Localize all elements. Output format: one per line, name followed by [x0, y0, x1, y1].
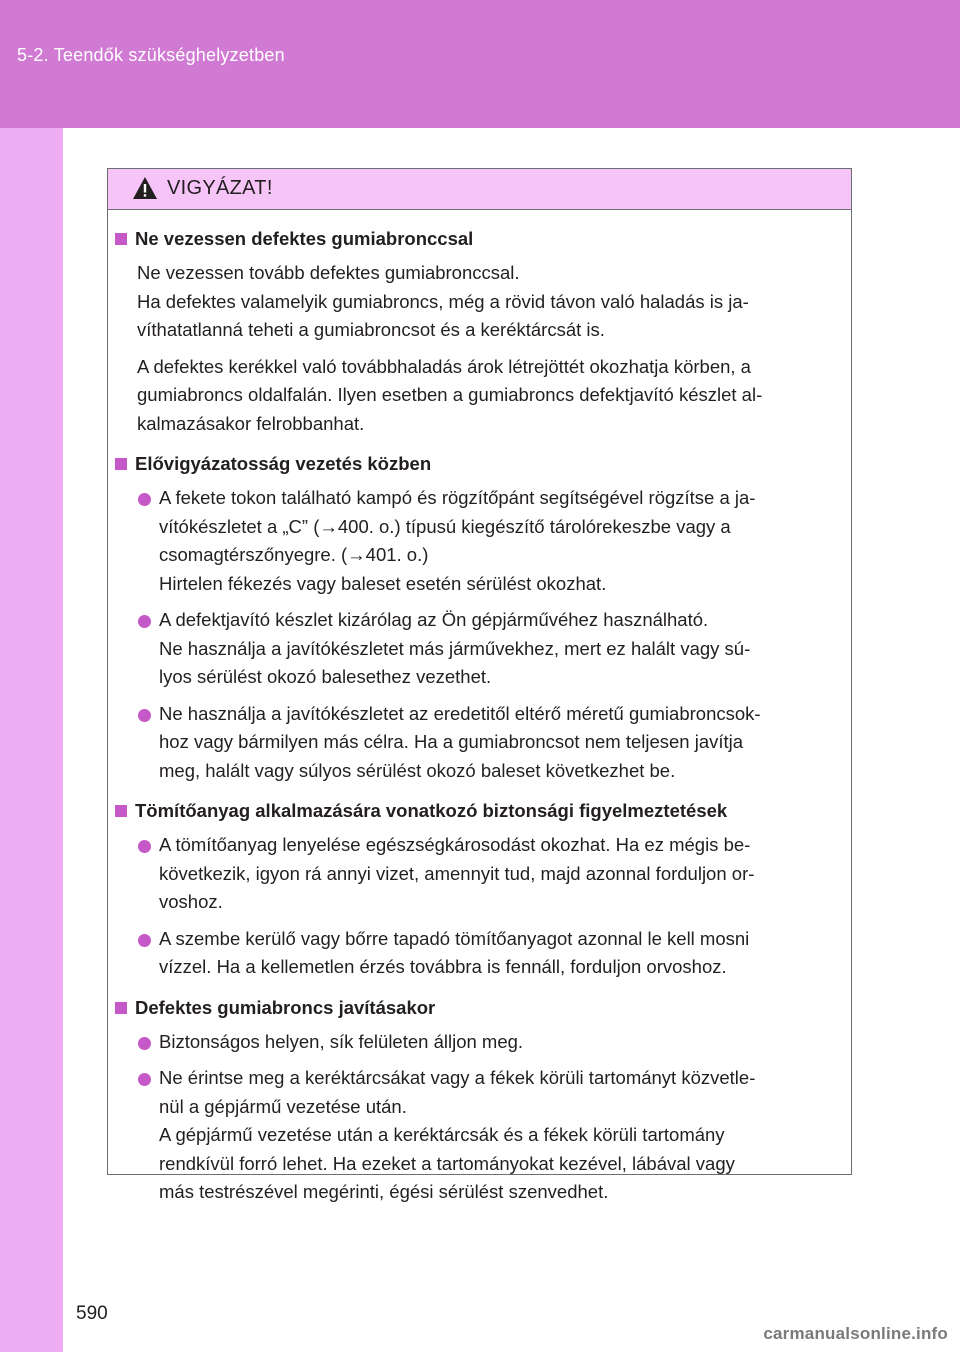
square-bullet-icon	[115, 233, 127, 245]
bullet-item: A defektjavító készlet kizárólag az Ön gépjárművéhez használható. Ne használja a javítókészletet más járművekhez, mert ez halált vagy sú- lyos sérülést okozó balesethez vezethet.	[113, 606, 841, 692]
square-bullet-icon	[115, 805, 127, 817]
round-bullet-icon	[138, 1073, 151, 1086]
header-band	[0, 0, 960, 128]
side-strip	[0, 128, 63, 1352]
warning-header	[108, 169, 851, 210]
section-header: 5-2. Teendők szükséghelyzetben	[17, 45, 285, 65]
round-bullet-icon	[138, 709, 151, 722]
bullet-item: Ne használja a javítókészletet az eredetitől eltérő méretű gumiabroncsok- hoz vagy bármilyen más célra. Ha a gumiabroncsot nem teljesen javítja meg, halált vagy súlyos sérülést okozó baleset következhet be.	[113, 700, 841, 786]
section-defective-tire	[113, 225, 841, 438]
bullet-item: Biztonságos helyen, sík felületen álljon meg.	[113, 1028, 841, 1057]
round-bullet-icon	[138, 615, 151, 628]
round-bullet-icon	[138, 493, 151, 506]
bullet-item: A tömítőanyag lenyelése egészségkárosodást okozhat. Ha ez mégis be- következik, igyon rá annyi vizet, amennyit tud, majd azonnal forduljon or- voshoz.	[113, 831, 841, 917]
bullet-item: Ne érintse meg a keréktárcsákat vagy a fékek körüli tartományt közvetle- nül a gépjármű vezetése után. A gépjármű vezetése után a keréktárcsák és a fékek körüli tartomány rendkívül forró lehet. Ha ezeket a tartományokat kezével, lábával vagy más testrészével megérinti, égési sérülést szenvedhet.	[113, 1064, 841, 1207]
warning-title: VIGYÁZAT!	[167, 177, 273, 199]
bullet-item: A szembe kerülő vagy bőrre tapadó tömítőanyagot azonnal le kell mosni vízzel. Ha a kellemetlen érzés továbbra is fennáll, forduljon orvoshoz.	[113, 925, 841, 982]
section-title: Ne vezessen defektes gumiabronccsal	[113, 225, 841, 253]
paragraph: A defektes kerékkel való továbbhaladás árok létrejöttét okozhatja körben, a gumiabroncs oldalfalán. Ilyen esetben a gumiabroncs defektjavító készlet al- kalmazásakor felrobbanhat.	[137, 355, 763, 434]
round-bullet-icon	[138, 1037, 151, 1050]
section-driving-precautions	[113, 450, 841, 785]
warning-body	[108, 210, 851, 1207]
section-title: Defektes gumiabroncs javításakor	[113, 994, 841, 1022]
square-bullet-icon	[115, 458, 127, 470]
square-bullet-icon	[115, 1002, 127, 1014]
warning-triangle-icon	[132, 176, 158, 200]
round-bullet-icon	[138, 840, 151, 853]
page-number: 590	[76, 1303, 108, 1324]
paragraph: Ne vezessen tovább defektes gumiabronccsal. Ha defektes valamelyik gumiabroncs, még a rövid távon való haladás is ja- víthatatlanná teheti a gumiabroncsot és a keréktárcsát is.	[137, 262, 749, 340]
round-bullet-icon	[138, 934, 151, 947]
section-repairing-tire	[113, 994, 841, 1207]
warning-box	[107, 168, 852, 1202]
bullet-item: A fekete tokon található kampó és rögzítőpánt segítségével rögzítse a ja- vítókészletet a „C” (→400. o.) típusú kiegészítő tárolórekeszbe vagy a csomagtérszőnyegre. (→401. o.) Hirtelen fékezés vagy baleset esetén sérülést okozhat.	[113, 484, 841, 598]
section-title: Tömítőanyag alkalmazására vonatkozó biztonsági figyelmeztetések	[113, 797, 841, 825]
section-sealant-safety	[113, 797, 841, 982]
section-title: Elővigyázatosság vezetés közben	[113, 450, 841, 478]
watermark: carmanualsonline.info	[763, 1324, 948, 1343]
